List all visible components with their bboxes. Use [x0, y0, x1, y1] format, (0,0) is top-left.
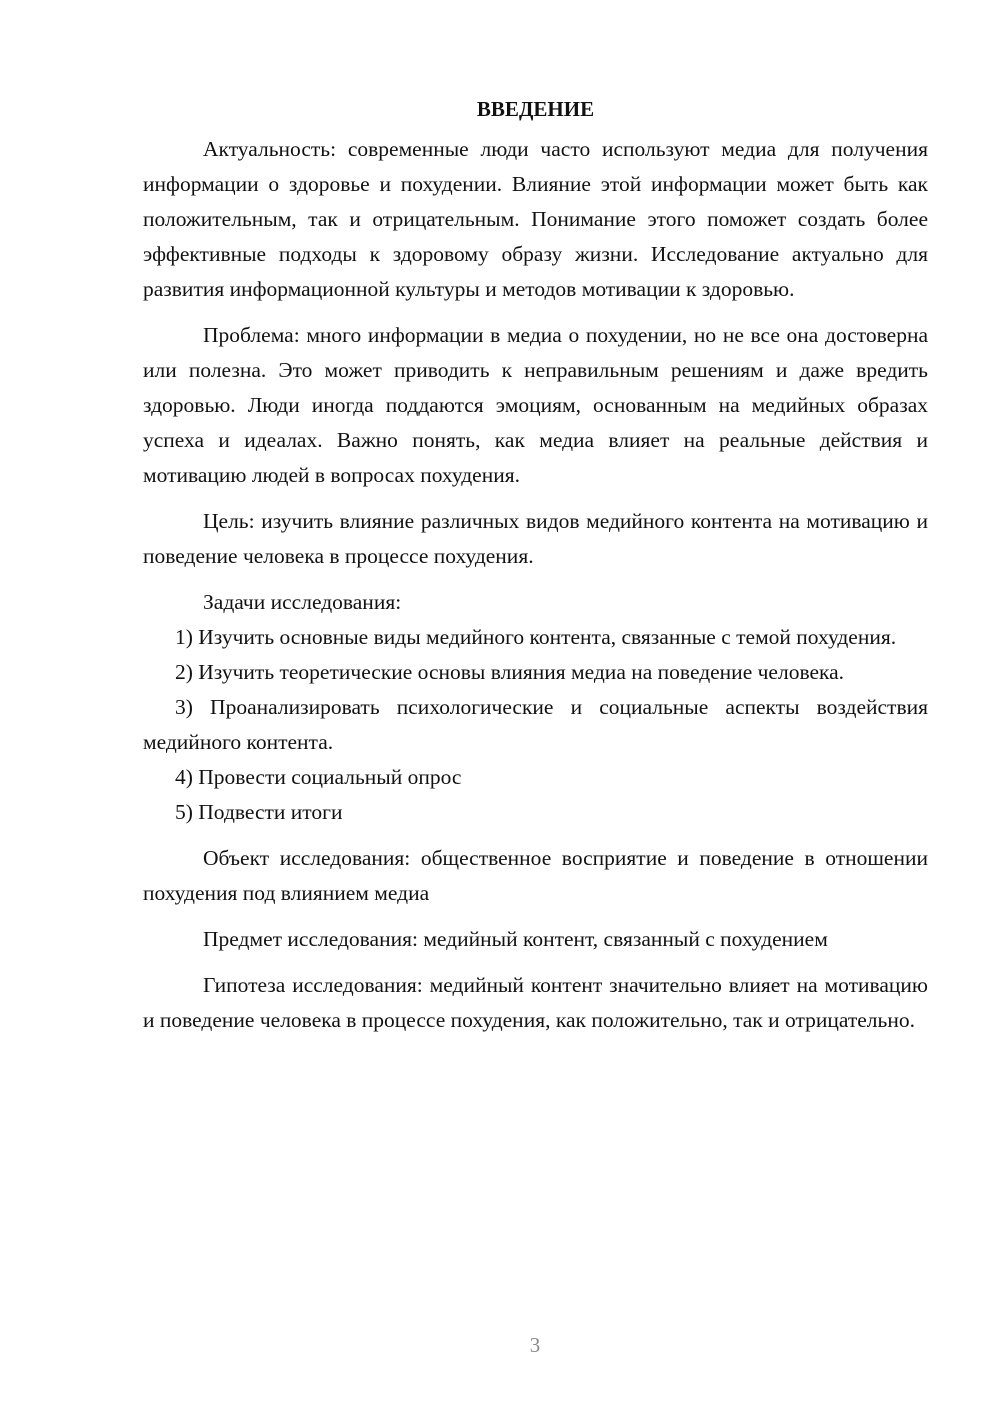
- page-number: 3: [529, 1333, 541, 1357]
- page-content: [143, 92, 928, 1038]
- list-item: 3) Проанализировать психологические и социальные аспекты воздействия медийного контента.: [143, 695, 928, 754]
- tasks-title: Задачи исследования:: [203, 590, 402, 614]
- section-heading: ВВЕДЕНИЕ: [476, 97, 595, 121]
- subject-paragraph: Предмет исследования: медийный контент, связанный с похудением: [203, 927, 828, 951]
- list-item: 4) Провести социальный опрос: [175, 765, 462, 789]
- hypothesis-paragraph: Гипотеза исследования: медийный контент значительно влияет на мотивацию и поведение человека в процессе похудения, как положительно, так и отрицательно.: [143, 973, 928, 1032]
- object-paragraph: Объект исследования: общественное восприятие и поведение в отношении похудения под влиянием медиа: [143, 846, 928, 905]
- goal-paragraph: Цель: изучить влияние различных видов медийного контента на мотивацию и поведение человека в процессе похудения.: [143, 509, 928, 568]
- list-item: 1) Изучить основные виды медийного контента, связанные с темой похудения.: [175, 625, 897, 649]
- list-item: 2) Изучить теоретические основы влияния медиа на поведение человека.: [175, 660, 845, 684]
- relevance-paragraph: Актуальность: современные люди часто используют медиа для получения информации о здоровье и похудении. Влияние этой информации может быть как положительным, так и отрицательным. Понимание этого поможет создать более эффективные подходы к здоровому образу жизни. Исследование актуально для развития информационной культуры и методов мотивации к здоровью.: [143, 137, 928, 301]
- list-item: 5) Подвести итоги: [175, 800, 343, 824]
- tasks-list: [143, 620, 928, 830]
- problem-paragraph: Проблема: много информации в медиа о похудении, но не все она достоверна или полезна. Это может приводить к неправильным решениям и даже вредить здоровью. Люди иногда поддаются эмоциям, основанным на медийных образах успеха и идеалах. Важно понять, как медиа влияет на реальные действия и мотивацию людей в вопросах похудения.: [143, 323, 928, 487]
